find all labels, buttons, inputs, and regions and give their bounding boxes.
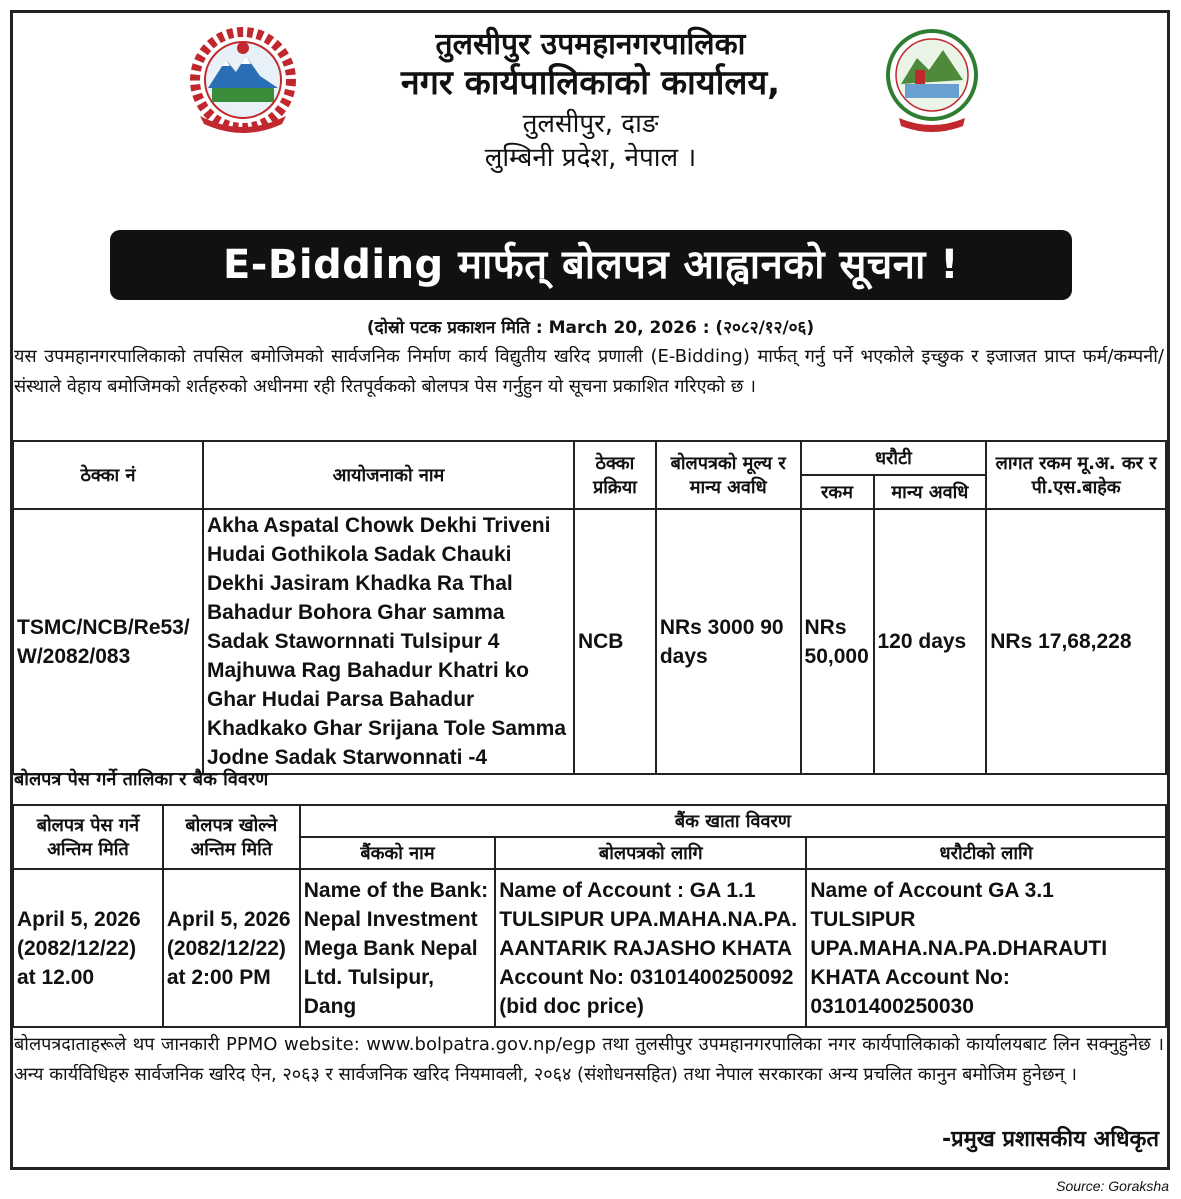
header-bid-price: बोलपत्रको मूल्य र मान्य अवधि: [656, 441, 801, 509]
cell-project-name: Akha Aspatal Chowk Dekhi Triveni Hudai Gothikola Sadak Chauki Dekhi Jasiram Khadka Ra Thal Bahadur Bohora Ghar samma Sadak Stawornnati Tulsipur 4 Majhuwa Rag Bahadur Khatri ko Ghar Hudai Parsa Bahadur Khadkako Ghar Srijana Tole Samma Jodne Sadak Starwonnati -4: [203, 509, 574, 774]
cell-process: NCB: [574, 509, 656, 774]
cell-for-security: Name of Account GA 3.1 TULSIPUR UPA.MAHA.NA.PA.DHARAUTI KHATA Account No: 03101400250030: [806, 869, 1166, 1027]
header-bank-name: बैंकको नाम: [300, 837, 495, 869]
header-open-deadline: बोलपत्र खोल्ने अन्तिम मिति: [163, 805, 300, 869]
intro-paragraph: यस उपमहानगरपालिकाको तपसिल बमोजिमको सार्वजनिक निर्माण कार्य विद्युतीय खरिद प्रणाली (E-Bidding) मार्फत् गर्नु पर्ने भएकोले इच्छुक र इजाजत प्राप्त फर्म/कम्पनी/संस्थाले वेहाय बमोजिमको शर्तहरुको अधीनमा रही रितपूर्वकको बोलपत्र पेस गर्नुहुन यो सूचना प्रकाशित गरिएको छ ।: [14, 346, 1164, 397]
notice-title-banner: E-Bidding मार्फत् बोलपत्र आह्वानको सूचना !: [110, 230, 1072, 300]
header-project-name: आयोजनाको नाम: [203, 441, 574, 509]
contract-table: [12, 440, 1167, 775]
cell-cost: NRs 17,68,228: [986, 509, 1166, 774]
publication-date: (दोस्रो पटक प्रकाशन मिति : March 20, 2026 : (२०८२/१२/०६): [366, 318, 815, 338]
office-province: लुम्बिनी प्रदेश, नेपाल ।: [484, 143, 697, 173]
cell-contract-no: TSMC/NCB/Re53/ W/2082/083: [13, 509, 203, 774]
office-name: नगर कार्यपालिकाको कार्यालय,: [400, 63, 781, 103]
header-submit-deadline: बोलपत्र पेस गर्ने अन्तिम मिति: [13, 805, 163, 869]
table-row: [13, 509, 1166, 774]
header-security-validity: मान्य अवधि: [874, 475, 987, 509]
cell-open-deadline: April 5, 2026 (2082/12/22) at 2:00 PM: [163, 869, 300, 1027]
header-for-security: धरौटीको लागि: [806, 837, 1166, 869]
signature: -प्रमुख प्रशासकीय अधिकृत: [942, 1127, 1159, 1152]
cell-for-bid: Name of Account : GA 1.1 TULSIPUR UPA.MAHA.NA.PA. AANTARIK RAJASHO KHATA Account No: 03101400250092 (bid doc price): [495, 869, 806, 1027]
header-cost: लागत रकम मू.अ. कर र पी.एस.बाहेक: [986, 441, 1166, 509]
source-credit: Source: Goraksha: [1056, 1178, 1169, 1194]
header-security-amount: रकम: [801, 475, 874, 509]
cell-bid-price: NRs 3000 90 days: [656, 509, 801, 774]
schedule-table: [12, 804, 1167, 1028]
header-process: ठेक्का प्रक्रिया: [574, 441, 656, 509]
office-location: तुलसीपुर, दाङ: [522, 109, 659, 139]
header-bank-details: बैंक खाता विवरण: [300, 805, 1166, 837]
municipality-name: तुलसीपुर उपमहानगरपालिका: [435, 27, 746, 62]
cell-security-amount: NRs 50,000: [801, 509, 874, 774]
outro-paragraph: बोलपत्रदाताहरूले थप जानकारी PPMO website: www.bolpatra.gov.np/egp तथा तुलसीपुर उपमहानगरपालिका नगर कार्यपालिकाको कार्यालयबाट लिन सक्नुहुनेछ । अन्य कार्यविधिहरु सार्वजनिक खरिद ऐन, २०६३ र सार्वजनिक खरिद नियमावली, २०६४ (संशोधनसहित) तथा नेपाल सरकारका अन्य प्रचलित कानुन बमोजिम हुनेछन् ।: [14, 1034, 1164, 1085]
schedule-label: बोलपत्र पेस गर्ने तालिका र बैक विवरण: [14, 769, 269, 790]
header-for-bid: बोलपत्रको लागि: [495, 837, 806, 869]
header-security: धरौटी: [801, 441, 987, 475]
table-row: [13, 869, 1166, 1027]
cell-submit-deadline: April 5, 2026 (2082/12/22) at 12.00: [13, 869, 163, 1027]
cell-security-validity: 120 days: [874, 509, 987, 774]
cell-bank-name: Name of the Bank: Nepal Investment Mega Bank Nepal Ltd. Tulsipur, Dang: [300, 869, 495, 1027]
header-contract-no: ठेक्का नं: [13, 441, 203, 509]
